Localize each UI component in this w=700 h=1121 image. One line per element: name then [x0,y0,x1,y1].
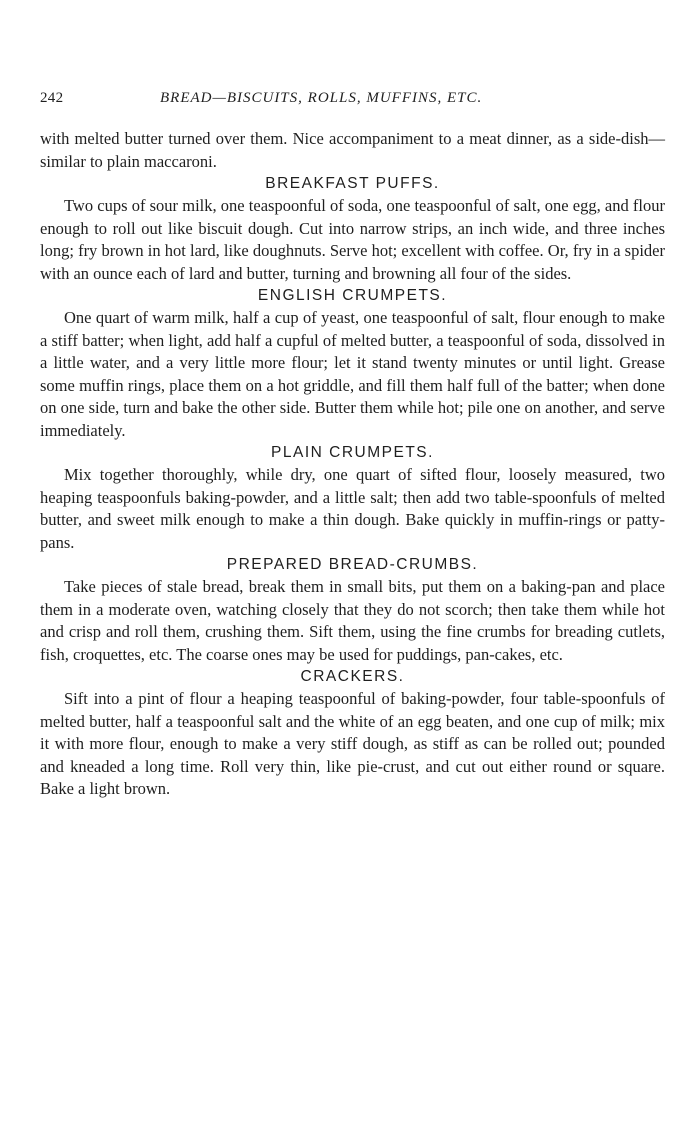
running-title: BREAD—BISCUITS, ROLLS, MUFFINS, ETC. [160,90,483,106]
recipe-paragraph: Two cups of sour milk, one teaspoonful of soda, one teaspoonful of salt, one egg, and flour enough to roll out like biscuit dough. Cut into narrow strips, an inch wide, and three inches long; fry brown in hot lard, like doughnuts. Serve hot; excellent with coffee. Or, fry in a spider with an ounce each of lard and butter, turning and browning all four of the sides. [40,196,665,283]
recipe-breakfast-puffs [40,173,665,285]
recipe-paragraph: Mix together thoroughly, while dry, one quart of sifted flour, loosely measured, two heaping teaspoonfuls baking-powder, and a little salt; then add two table-spoonfuls of melted butter, and sweet milk enough to make a thin dough. Bake quickly in muffin-rings or patty-pans. [40,465,665,552]
recipe-paragraph: Sift into a pint of flour a heaping teaspoonful of baking-powder, four table-spoonfuls of melted butter, half a teaspoonful salt and the white of an egg beaten, and one cup of milk; mix it with more flour, enough to make a very stiff dough, as stiff as can be rolled out; pounded and kneaded a long time. Roll very thin, like pie-crust, and cut out either round or square. Bake a light brown. [40,689,665,798]
book-page [40,88,665,801]
recipe-paragraph: Take pieces of stale bread, break them in small bits, put them on a baking-pan and place them in a moderate oven, watching closely that they do not scorch; then take them while hot and crisp and roll them, crushing them. Sift them, using the fine crumbs for breading cutlets, fish, croquettes, etc. The coarse ones may be used for puddings, pan-cakes, etc. [40,577,665,664]
recipe-english-crumpets [40,285,665,442]
recipe-prepared-bread-crumbs [40,554,665,666]
section-heading: BREAKFAST PUFFS. [265,175,440,192]
section-heading: PREPARED BREAD-CRUMBS. [226,556,479,573]
running-head [40,88,665,110]
recipe-paragraph: One quart of warm milk, half a cup of yeast, one teaspoonful of salt, flour enough to make a stiff batter; when light, add half a cupful of melted butter, a teaspoonful of soda, dissolved in a little water, and a very little more flour; let it stand twenty minutes or until light. Grease some muffin rings, place them on a hot griddle, and fill them half full of the batter; when done on one side, turn and bake the other side. Butter them while hot; pile one on another, and serve immediately. [40,308,665,440]
continued-paragraph: with melted butter turned over them. Nice accompaniment to a meat dinner, as a side-dish—similar to plain maccaroni. [40,129,665,171]
section-heading: CRACKERS. [300,668,405,685]
section-heading: ENGLISH CRUMPETS. [257,287,448,304]
recipe-crackers [40,666,665,801]
recipe-plain-crumpets [40,442,665,554]
page-number: 242 [40,90,64,106]
section-heading: PLAIN CRUMPETS. [271,444,434,461]
